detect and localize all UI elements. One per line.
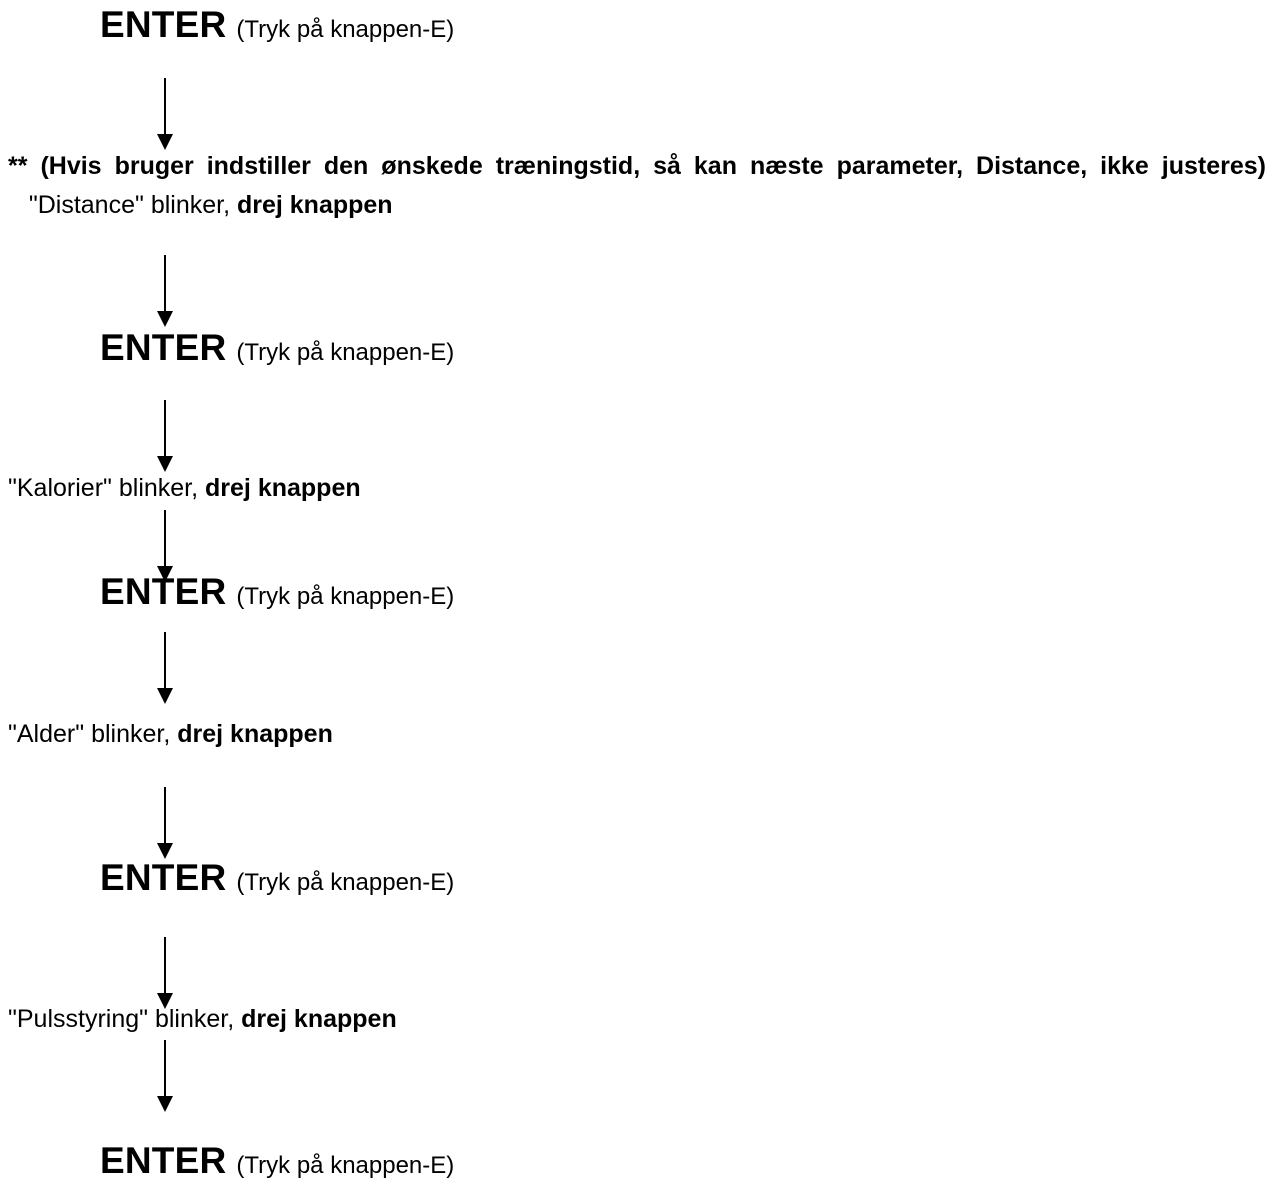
enter-label: ENTER bbox=[100, 857, 227, 898]
step-action: drej knappen bbox=[177, 720, 333, 748]
step-kalorier bbox=[8, 474, 361, 503]
distance-note-paragraph bbox=[8, 147, 1266, 225]
enter-label: ENTER bbox=[100, 4, 227, 45]
enter-hint: (Tryk på knappen-E) bbox=[236, 16, 455, 43]
enter-step-3 bbox=[100, 571, 454, 613]
note-blinks: blinker, bbox=[150, 191, 231, 219]
flow-arrow-3 bbox=[164, 400, 166, 472]
step-alder bbox=[8, 720, 333, 749]
note-action: drej knappen bbox=[236, 191, 393, 219]
step-blinks: blinker, bbox=[91, 720, 171, 748]
enter-label: ENTER bbox=[100, 327, 227, 368]
enter-step-4 bbox=[100, 857, 454, 899]
flow-arrow-8 bbox=[164, 1040, 166, 1112]
flow-arrow-6 bbox=[164, 787, 166, 859]
enter-hint: (Tryk på knappen-E) bbox=[236, 869, 455, 896]
note-stars: ** bbox=[8, 152, 28, 180]
step-action: drej knappen bbox=[241, 1005, 397, 1033]
enter-hint: (Tryk på knappen-E) bbox=[236, 339, 455, 366]
enter-step-5 bbox=[100, 1140, 454, 1182]
note-quoted-distance: "Distance" bbox=[28, 191, 144, 219]
enter-hint: (Tryk på knappen-E) bbox=[236, 1152, 455, 1179]
step-pulsstyring bbox=[8, 1005, 397, 1034]
flow-arrow-2 bbox=[164, 255, 166, 327]
enter-label: ENTER bbox=[100, 571, 227, 612]
flow-arrow-5 bbox=[164, 632, 166, 704]
enter-step-2 bbox=[100, 327, 454, 369]
flow-arrow-7 bbox=[164, 937, 166, 1009]
flow-arrow-1 bbox=[164, 78, 166, 150]
step-quoted: "Pulsstyring" bbox=[8, 1005, 149, 1033]
enter-label: ENTER bbox=[100, 1140, 227, 1181]
note-parenthetical: (Hvis bruger indstiller den ønskede træningstid, så kan næste parameter, Distance, ikke justeres) bbox=[40, 152, 1266, 180]
step-quoted: "Kalorier" bbox=[8, 474, 112, 502]
enter-hint: (Tryk på knappen-E) bbox=[236, 583, 455, 610]
step-blinks: blinker, bbox=[118, 474, 199, 502]
step-quoted: "Alder" bbox=[8, 720, 85, 748]
step-action: drej knappen bbox=[205, 474, 361, 502]
step-blinks: blinker, bbox=[154, 1005, 235, 1033]
enter-step-1 bbox=[100, 4, 454, 46]
